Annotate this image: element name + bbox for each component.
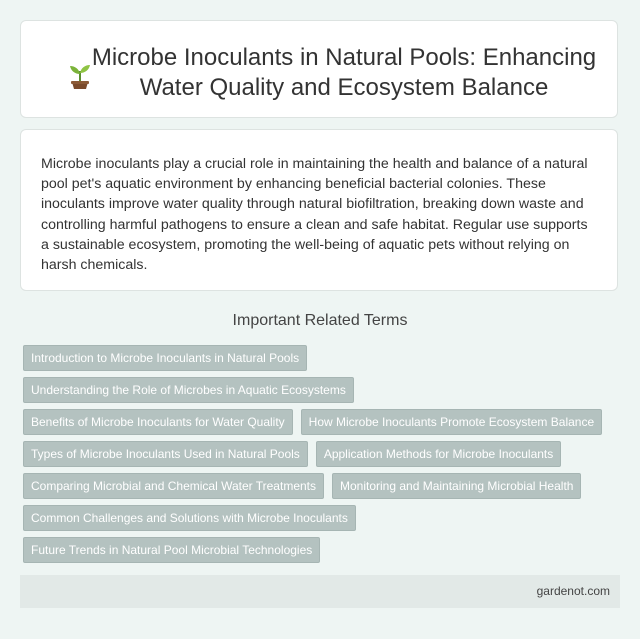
footer-site-link[interactable]: gardenot.com: [536, 584, 610, 598]
term-tag[interactable]: Introduction to Microbe Inoculants in Natural Pools: [23, 345, 307, 371]
term-tag[interactable]: Comparing Microbial and Chemical Water Treatments: [23, 473, 324, 499]
term-row: [23, 409, 623, 435]
term-row: [23, 345, 623, 371]
term-tag[interactable]: Future Trends in Natural Pool Microbial Technologies: [23, 537, 320, 563]
term-tag[interactable]: Common Challenges and Solutions with Microbe Inoculants: [23, 505, 356, 531]
term-row: [23, 377, 623, 403]
footer: [20, 575, 620, 608]
description-text: Microbe inoculants play a crucial role in maintaining the health and balance of a natural pool pet's aquatic environment by enhancing beneficial bacterial colonies. These inoculants improve water quality through natural biofiltration, breaking down waste and controlling harmful pathogens to ensure a clean and safe habitat. Regular use supports a sustainable ecosystem, promoting the well-being of aquatic pets without relying on harsh chemicals.: [41, 156, 588, 274]
term-tag[interactable]: Benefits of Microbe Inoculants for Water Quality: [23, 409, 293, 435]
related-terms-list: [23, 345, 623, 569]
term-row: [23, 505, 623, 531]
term-tag[interactable]: Application Methods for Microbe Inoculants: [316, 441, 561, 467]
term-tag[interactable]: Monitoring and Maintaining Microbial Health: [332, 473, 581, 499]
term-row: [23, 537, 623, 563]
term-tag[interactable]: Understanding the Role of Microbes in Aquatic Ecosystems: [23, 377, 354, 403]
page-title: Microbe Inoculants in Natural Pools: Enhancing Water Quality and Ecosystem Balance: [91, 44, 597, 101]
term-row: [23, 473, 623, 499]
term-tag[interactable]: How Microbe Inoculants Promote Ecosystem Balance: [301, 409, 602, 435]
related-terms-heading: Important Related Terms: [232, 312, 408, 329]
title-card: [20, 20, 618, 118]
description-card: [20, 129, 618, 291]
term-row: [23, 441, 623, 467]
term-tag[interactable]: Types of Microbe Inoculants Used in Natural Pools: [23, 441, 308, 467]
